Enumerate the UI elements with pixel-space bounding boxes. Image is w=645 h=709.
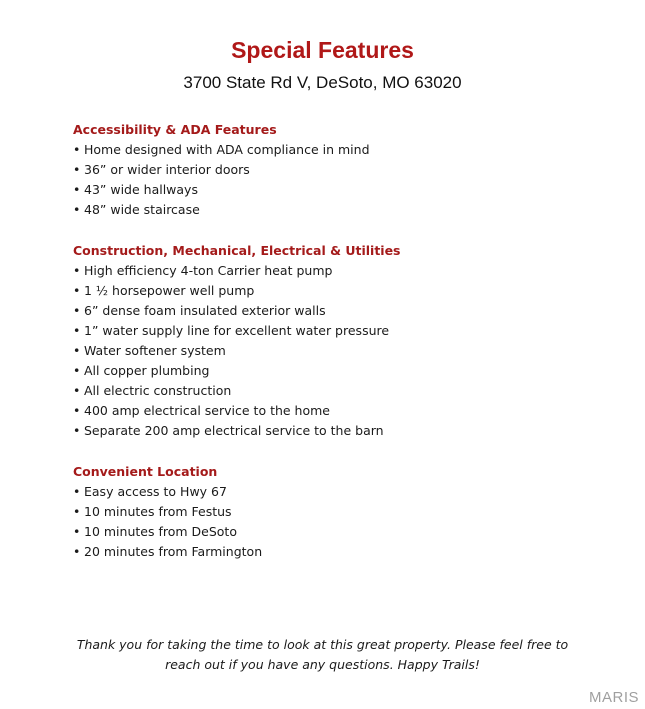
list-item <box>73 281 613 301</box>
list-item <box>73 321 613 341</box>
bullet-icon: • <box>73 303 81 318</box>
list-item-text: 1” water supply line for excellent water pressure <box>84 323 390 338</box>
list-item-text: Separate 200 amp electrical service to the barn <box>84 423 384 438</box>
list-item <box>73 482 613 502</box>
bullet-icon: • <box>73 383 81 398</box>
list-item <box>73 381 613 401</box>
bullet-icon: • <box>73 504 81 519</box>
section-accessibility <box>73 120 613 220</box>
bullet-icon: • <box>73 423 81 438</box>
list-item <box>73 160 613 180</box>
section-location <box>73 462 613 562</box>
list-item-text: Water softener system <box>84 343 226 358</box>
list-item-text: 6” dense foam insulated exterior walls <box>84 303 326 318</box>
list-item-text: High efficiency 4-ton Carrier heat pump <box>84 263 333 278</box>
list-item <box>73 421 613 441</box>
list-item <box>73 200 613 220</box>
list-item-text: Easy access to Hwy 67 <box>84 484 227 499</box>
section-heading: Construction, Mechanical, Electrical & Utilities <box>73 243 401 258</box>
bullet-icon: • <box>73 202 81 217</box>
list-item-text: 43” wide hallways <box>84 182 198 197</box>
section-heading: Accessibility & ADA Features <box>73 122 277 137</box>
maris-watermark: MARIS <box>588 689 639 706</box>
bullet-icon: • <box>73 263 81 278</box>
list-item <box>73 401 613 421</box>
list-item-text: 10 minutes from Festus <box>84 504 232 519</box>
list-item-text: 1 ½ horsepower well pump <box>84 283 255 298</box>
list-item <box>73 180 613 200</box>
list-item <box>73 261 613 281</box>
bullet-icon: • <box>73 363 81 378</box>
list-item <box>73 361 613 381</box>
list-item-text: 36” or wider interior doors <box>84 162 250 177</box>
list-item-text: Home designed with ADA compliance in mind <box>84 142 370 157</box>
list-item-text: 400 amp electrical service to the home <box>84 403 330 418</box>
list-item <box>73 341 613 361</box>
list-item-text: All copper plumbing <box>84 363 210 378</box>
section-heading: Convenient Location <box>73 464 218 479</box>
closing-message <box>60 635 585 675</box>
list-item <box>73 502 613 522</box>
list-item-text: 10 minutes from DeSoto <box>84 524 237 539</box>
bullet-icon: • <box>73 544 81 559</box>
property-address: 3700 State Rd V, DeSoto, MO 63020 <box>183 73 462 92</box>
list-item-text: All electric construction <box>84 383 232 398</box>
section-construction <box>73 241 613 441</box>
bullet-icon: • <box>73 484 81 499</box>
list-item-text: 48” wide staircase <box>84 202 200 217</box>
bullet-icon: • <box>73 182 81 197</box>
list-item <box>73 301 613 321</box>
bullet-icon: • <box>73 323 81 338</box>
list-item <box>73 522 613 542</box>
bullet-icon: • <box>73 142 81 157</box>
bullet-icon: • <box>73 343 81 358</box>
bullet-icon: • <box>73 524 81 539</box>
closing-message-line: reach out if you have any questions. Happy Trails! <box>165 657 480 672</box>
page-title: Special Features <box>231 37 414 63</box>
bullet-icon: • <box>73 283 81 298</box>
bullet-icon: • <box>73 403 81 418</box>
list-item <box>73 542 613 562</box>
bullet-icon: • <box>73 162 81 177</box>
list-item-text: 20 minutes from Farmington <box>84 544 263 559</box>
list-item <box>73 140 613 160</box>
closing-message-line: Thank you for taking the time to look at this great property. Please feel free to <box>76 637 569 652</box>
